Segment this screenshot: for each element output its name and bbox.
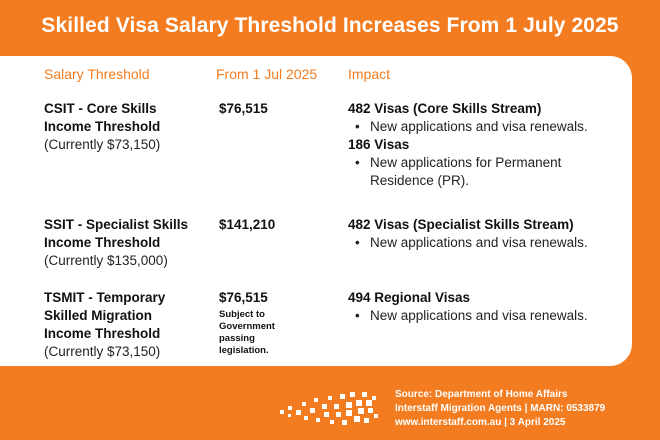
threshold-table-card (0, 56, 632, 366)
footer-source-line: Source: Department of Home Affairs (395, 389, 568, 400)
header-salary-threshold: Salary Threshold (44, 66, 150, 82)
footer-website-link[interactable]: www.interstaff.com.au | 3 April 2025 (395, 417, 566, 428)
list-item: • New applications and visa renewals. (355, 308, 588, 323)
header-impact: Impact (348, 66, 391, 82)
list-item: • New applications and visa renewals. (355, 119, 588, 134)
row-csit-impact: 482 Visas (Core Skills Stream) • New applications and visa renewals. 186 Visas • New applications for Permanent Residence (PR). (348, 101, 588, 188)
list-item: • New applications for Permanent (355, 155, 562, 170)
row-csit-name: CSIT - Core Skills Income Threshold (Currently $73,150) (44, 101, 161, 152)
row-ssit-impact: 482 Visas (Specialist Skills Stream) • New applications and visa renewals. (348, 217, 588, 250)
row-tsmit-amount: $76,515 Subject to Government passing legislation. (219, 290, 275, 356)
row-tsmit-impact: 494 Regional Visas • New applications and visa renewals. (348, 290, 588, 323)
footer-agent-line: Interstaff Migration Agents | MARN: 0533879 (395, 403, 606, 414)
legislation-note: Subject to Government passing legislation. (219, 309, 275, 356)
header-from-date: From 1 Jul 2025 (216, 66, 318, 82)
list-item-continuation: Residence (PR). (370, 173, 470, 188)
pixel-dots-head-logo-icon (278, 386, 388, 430)
row-csit-amount: $76,515 (219, 101, 268, 116)
row-tsmit-name: TSMIT - Temporary Skilled Migration Income Threshold (Currently $73,150) (44, 290, 166, 359)
row-ssit-amount: $141,210 (219, 217, 276, 232)
page-title: Skilled Visa Salary Threshold Increases From 1 July 2025 (41, 14, 619, 37)
row-ssit-name: SSIT - Specialist Skills Income Threshold (Currently $135,000) (44, 217, 189, 268)
list-item: • New applications and visa renewals. (355, 235, 588, 250)
footer-source (395, 388, 605, 430)
